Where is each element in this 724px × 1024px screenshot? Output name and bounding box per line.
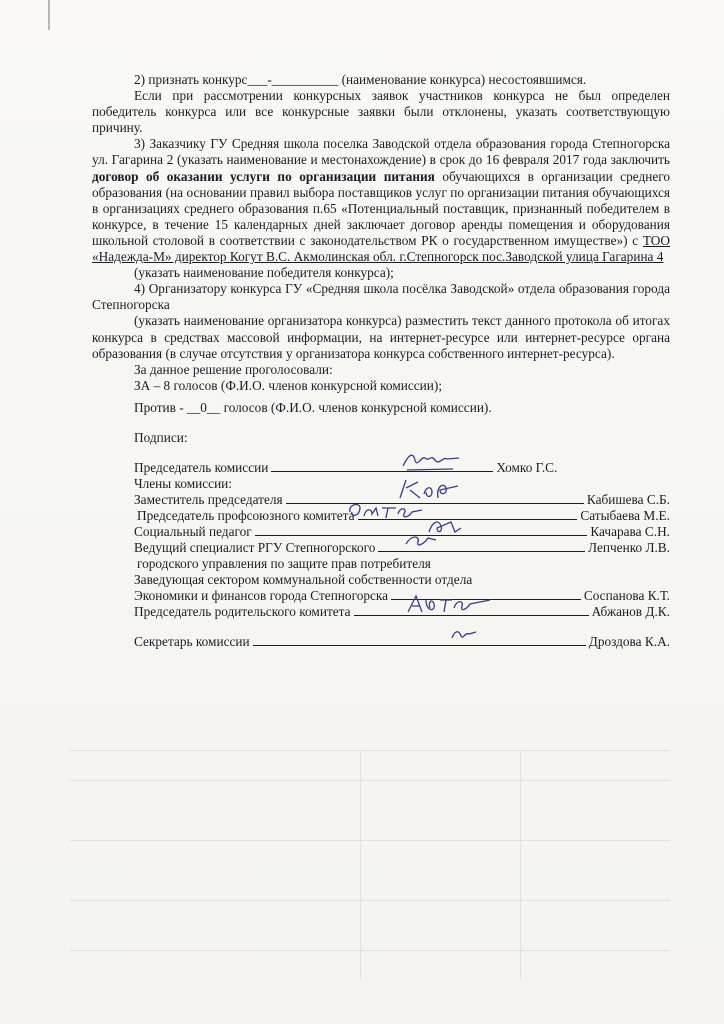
paragraph-3 [92,136,670,265]
p3-contract: договор об оказании услуги по организации питания [92,168,435,184]
chair-name: Хомко Г.С. [496,460,558,476]
member-row-5 [134,588,670,604]
vote-for: ЗА – 8 голосов (Ф.И.О. членов конкурсной комиссии); [134,377,443,393]
vote-against: Против - __0__ голосов (Ф.И.О. членов конкурсной комиссии). [134,399,492,415]
chair-signature-line [271,460,493,472]
chair-signature [401,450,461,472]
member-signature-line [354,604,589,616]
secretary-name: Дроздова К.А. [588,634,670,650]
paragraph-2: 2) признать конкурс___-__________ (наименование конкурса) несостоявшимся. [134,72,587,87]
member-role: Ведущий специалист РГУ Степногорского [134,540,376,556]
winner-name: ТОО «Надежда-М» директор Когут В.С. Акмолинская обл. г.Степногорск пос.Заводской улица Гагарина 4 [92,232,670,265]
chair-role: Председатель комиссии [134,460,269,476]
member-name: Кабишева С.Б. [586,492,670,508]
p4-text-1: 4) Организатору конкурса ГУ «Средняя школа посёлка Заводской» отдела образования [134,281,630,297]
members-label: Члены комиссии: [134,476,232,492]
protocol-body [92,72,670,650]
reverse-side-bleed-through [70,720,670,1010]
member-signature [402,530,442,550]
member-name: Соспанова К.Т. [583,588,670,604]
signature-block [92,460,670,650]
member-name: Качарава С.Н. [590,524,670,540]
organizer-note: (указать наименование организатора конкурса) разместить текст данного протокола об итогах конкурса в средствах массовой информации, на интернет-ресурсе или интернет-ресурсе органа образования (в случае отсутствия у организатора конкурса собственного интернет-ресурса). [92,313,670,361]
paragraph-no-winner: Если при рассмотрении конкурсных заявок участников конкурса не был определен победитель конкурса или все конкурсные заявки были отклонены, указать соответствующую причину. [92,88,670,136]
secretary-signature [449,626,479,642]
member-role: Социальный педагог [134,524,252,540]
member-role: Председатель родительского комитета [134,604,351,620]
secretary-row [134,634,670,650]
member-row-2 [134,508,670,524]
member-signature-line [286,492,584,504]
p3-text-2: обучающихся в организации среднего образования (на основании правил выбора поставщиков услуг по организации питания обучающихся в организациях среднего образования п.65 «Потенциальный поставщик, признанный победителем в конкурсе, в течение 15 календарных дней заключает договор аренды помещения и оборудования школьной столовой в соответствии с законодательством РК о государственном имуществе») с [92,168,671,248]
chair-row [134,460,670,476]
member-signature [346,498,426,522]
secretary-role: Секретарь комиссии [134,634,250,650]
fold-mark [48,0,50,30]
p4-city: города Степногорска [92,281,670,313]
member-signature-line [378,540,585,552]
p3-text-1: 3) Заказчику ГУ Средняя школа поселка Заводской отдела образования города Степногорска ул. Гагарина 2 (указать наименование и местонахождение) в срок до 16 февраля 2017 года заключить [92,136,670,168]
member-row-4 [134,540,670,556]
paragraph-4 [92,281,670,313]
member-role: Экономики и финансов города Степногорска [134,588,389,604]
member-role: Заместитель председателя [134,492,283,508]
vote-title: За данное решение проголосовали: [134,361,333,377]
member-name: Абжанов Д.К. [591,604,670,620]
member-5-role-line1: Заведующая сектором коммунальной собственности отдела [134,572,473,588]
member-role: Председатель профсоюзного комитета [137,508,355,524]
member-row-6 [134,604,670,620]
winner-note: (указать наименование победителя конкурса); [134,265,394,281]
member-name: Сатыбаева М.Е. [580,508,670,524]
secretary-signature-line [253,634,586,646]
member-name: Лепченко Л.В. [588,540,670,556]
member-4-continued: городского управления по защите прав потребителя [137,556,431,572]
member-signature-line [358,508,578,520]
member-signature [404,592,494,616]
signatures-label: Подписи: [134,429,188,445]
